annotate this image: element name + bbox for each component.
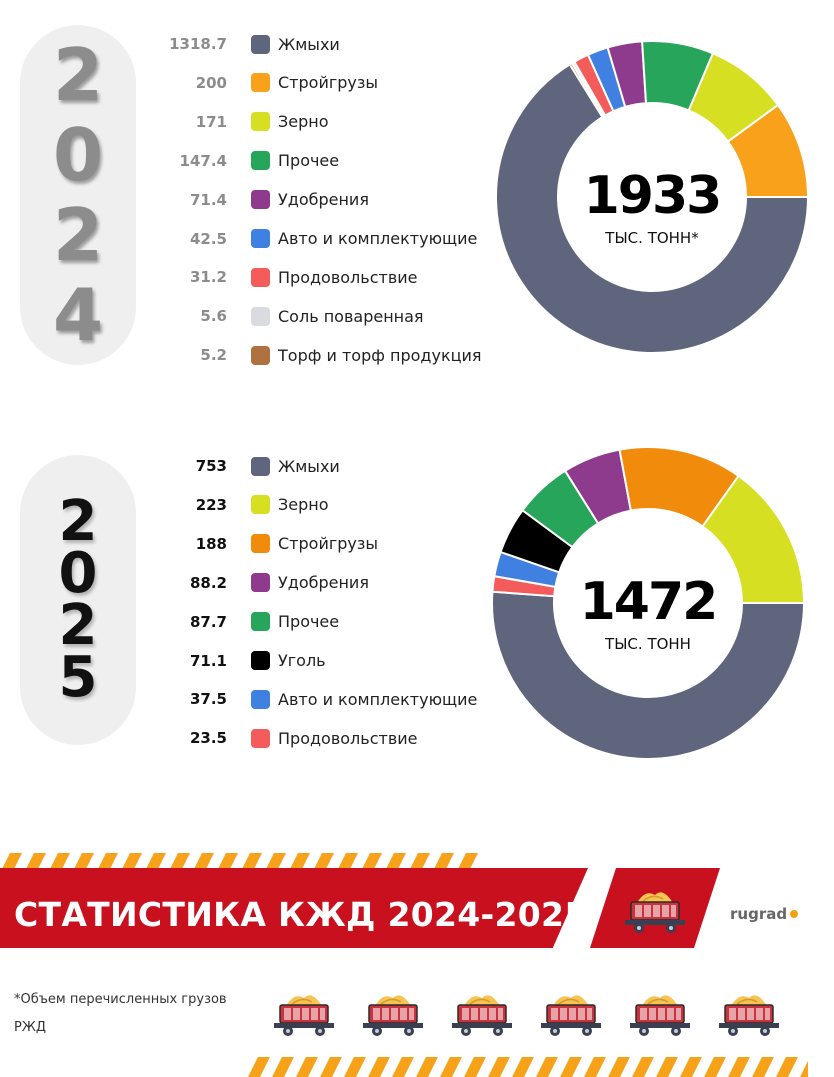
- legend-value: 71.4: [189, 190, 227, 209]
- legend-item: [150, 189, 369, 211]
- legend-swatch: [251, 229, 270, 248]
- legend-item: [150, 111, 329, 133]
- year-digit: 2: [58, 593, 98, 658]
- legend-value: 37.5: [189, 690, 227, 709]
- legend-value: 71.1: [189, 651, 227, 670]
- banner-title: СТАТИСТИКА КЖД 2024-2025: [14, 895, 588, 934]
- legend-swatch: [251, 112, 270, 131]
- logo-dot: [790, 910, 798, 918]
- legend-swatch: [251, 307, 270, 326]
- legend-value: 87.7: [189, 612, 227, 631]
- legend-value: 223: [195, 495, 227, 514]
- legend-value: 188: [195, 534, 227, 553]
- year-digit: 2: [58, 489, 98, 554]
- legend-value: 88.2: [189, 573, 227, 592]
- legend-swatch: [251, 73, 270, 92]
- legend-label: Торф и торф продукция: [278, 345, 482, 365]
- freight-wagon-icon: [623, 885, 687, 935]
- logo-text: rugrad: [730, 905, 788, 923]
- legend-swatch: [251, 35, 270, 54]
- year-digit: 0: [58, 541, 98, 606]
- footnote: [14, 986, 254, 1042]
- legend-item: [150, 305, 424, 327]
- year-digit: 5: [58, 645, 98, 710]
- freight-wagon-icon: [539, 988, 603, 1038]
- legend-item: [150, 494, 329, 516]
- legend-label: Стройгрузы: [278, 73, 379, 93]
- legend-item: [150, 650, 326, 672]
- legend-swatch: [251, 457, 270, 476]
- legend-swatch: [251, 346, 270, 365]
- donut-chart-2025: [488, 443, 808, 763]
- legend-value: 171: [195, 112, 227, 131]
- legend-swatch: [251, 495, 270, 514]
- legend-swatch: [251, 690, 270, 709]
- footnote-line: РЖД: [14, 1020, 46, 1035]
- legend-item: [150, 611, 339, 633]
- year-badge-2024: [20, 25, 136, 365]
- legend-item: [150, 228, 477, 250]
- legend-item: [150, 572, 369, 594]
- legend-value: 753: [195, 457, 227, 475]
- legend-label: Жмыхи: [278, 456, 340, 476]
- legend-label: Зерно: [278, 495, 329, 515]
- legend-label: Уголь: [278, 651, 326, 670]
- legend-label: Зерно: [278, 112, 329, 132]
- donut-center-unit: ТЫС. ТОНН: [605, 635, 691, 653]
- legend-swatch: [251, 268, 270, 287]
- legend-label: Авто и комплектующие: [278, 689, 478, 709]
- freight-wagon-icon: [450, 988, 514, 1038]
- legend-label: Жмыхи: [278, 34, 340, 54]
- hazard-stripes-bottom: [248, 1057, 808, 1077]
- legend-item: [150, 344, 482, 366]
- legend-label: Соль поваренная: [278, 306, 424, 326]
- freight-wagon-icon: [717, 988, 781, 1038]
- legend-label: Продовольствие: [278, 267, 418, 287]
- legend-swatch: [251, 151, 270, 170]
- donut-center-total: 1472: [579, 572, 717, 632]
- legend-item: [150, 72, 378, 94]
- freight-wagon-icon: [628, 988, 692, 1038]
- rugrad-logo: [730, 905, 798, 923]
- legend-value: 1318.7: [169, 35, 227, 53]
- legend-value: 5.6: [200, 307, 227, 326]
- footnote-line: *Объем перечисленных грузов: [14, 992, 227, 1007]
- legend-item: [150, 727, 418, 749]
- year-digit: 0: [52, 113, 104, 197]
- donut-chart-2024: [492, 37, 812, 357]
- legend-item: [150, 688, 477, 710]
- year-digit: 2: [52, 33, 104, 117]
- legend-value: 42.5: [189, 229, 227, 248]
- legend-label: Стройгрузы: [278, 534, 379, 554]
- legend-swatch: [251, 612, 270, 631]
- legend-item: [150, 266, 418, 288]
- legend-item: [150, 455, 340, 477]
- legend-swatch: [251, 573, 270, 592]
- legend-value: 200: [195, 73, 227, 92]
- freight-wagon-icon: [361, 988, 425, 1038]
- donut-center-unit: ТЫС. ТОНН*: [605, 229, 699, 247]
- legend-value: 5.2: [200, 346, 227, 365]
- donut-center-total: 1933: [583, 166, 721, 226]
- legend-label: Продовольствие: [278, 728, 418, 748]
- legend-swatch: [251, 651, 270, 670]
- year-digit: 4: [52, 273, 104, 357]
- legend-value: 23.5: [189, 729, 227, 748]
- legend-label: Удобрения: [278, 190, 369, 210]
- legend-value: 147.4: [179, 151, 227, 170]
- legend-item: [150, 33, 340, 55]
- legend-label: Прочее: [278, 151, 340, 171]
- legend-item: [150, 150, 339, 172]
- freight-wagon-icon: [272, 988, 336, 1038]
- legend-swatch: [251, 534, 270, 553]
- legend-value: 31.2: [189, 268, 227, 287]
- year-digit: 2: [52, 193, 104, 277]
- legend-item: [150, 533, 378, 555]
- legend-swatch: [251, 729, 270, 748]
- legend-label: Авто и комплектующие: [278, 229, 478, 248]
- legend-label: Удобрения: [278, 573, 369, 593]
- legend-label: Прочее: [278, 612, 340, 632]
- year-badge-2025: [20, 455, 136, 745]
- legend-swatch: [251, 190, 270, 209]
